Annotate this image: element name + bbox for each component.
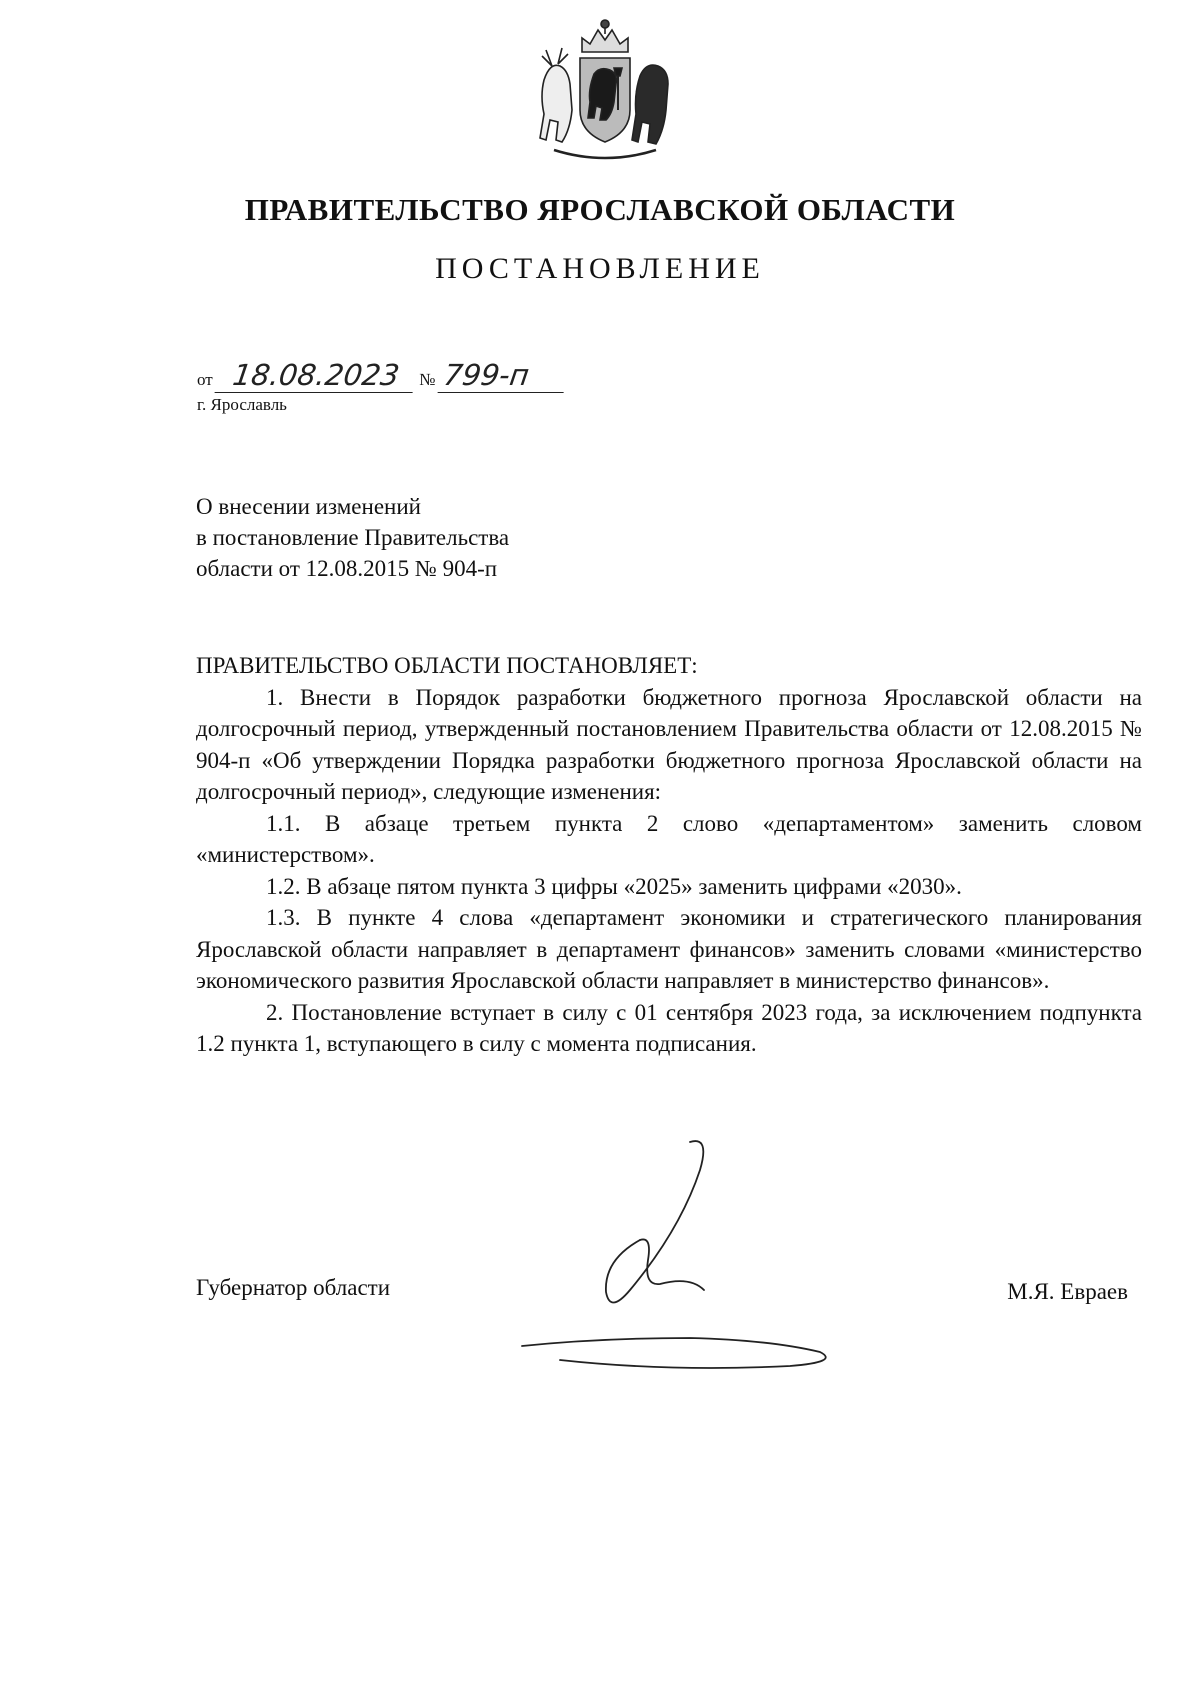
paragraph-1-2: 1.2. В абзаце пятом пункта 3 цифры «2025» заменить цифрами «2030». bbox=[266, 873, 962, 899]
city-name: г. Ярославль bbox=[197, 395, 287, 414]
document-type-title: ПОСТАНОВЛЕНИЕ bbox=[435, 252, 765, 285]
signatory-name: М.Я. Евраев bbox=[1007, 1279, 1128, 1304]
document-date: 18.08.2023 bbox=[215, 358, 418, 393]
paragraph-2: 2. Постановление вступает в силу с 01 сентября 2023 года, за исключением подпункта 1.2 пункта 1, вступающего в силу с момента подписания. bbox=[196, 999, 1142, 1056]
resolution-heading: ПРАВИТЕЛЬСТВО ОБЛАСТИ ПОСТАНОВЛЯЕТ: bbox=[196, 653, 698, 678]
subject-line: области от 12.08.2015 № 904-п bbox=[196, 556, 498, 581]
paragraph-1-1: 1.1. В абзаце третьем пункта 2 слово «департаментом» заменить словом «министерством». bbox=[196, 810, 1142, 867]
document-subject bbox=[196, 491, 509, 584]
coat-of-arms-icon bbox=[530, 10, 680, 170]
document-number: 799-п bbox=[437, 358, 568, 393]
paragraph-1-3: 1.3. В пункте 4 слова «департамент экономики и стратегического планирования Ярославской области направляет в департамент финансов» заменить словами «министерство экономического развития Ярославской области направляет в министерство финансов». bbox=[196, 905, 1142, 993]
handwritten-signature-icon bbox=[520, 1140, 920, 1380]
document-date-number bbox=[197, 358, 566, 394]
date-prefix: от bbox=[197, 370, 213, 389]
organization-title: ПРАВИТЕЛЬСТВО ЯРОСЛАВСКОЙ ОБЛАСТИ bbox=[244, 192, 956, 227]
paragraph-1: 1. Внести в Порядок разработки бюджетного прогноза Ярославской области на долгосрочный период, утвержденный постановлением Правительства области от 12.08.2015 № 904-п «Об утверждении Порядка разработки бюджетного прогноза Ярославской области на долгосрочный период», следующие изменения: bbox=[196, 684, 1142, 804]
signatory-position: Губернатор области bbox=[196, 1275, 391, 1300]
subject-line: в постановление Правительства bbox=[196, 525, 510, 550]
number-prefix: № bbox=[419, 370, 436, 389]
document-body bbox=[196, 650, 1142, 1060]
subject-line: О внесении изменений bbox=[196, 494, 421, 519]
